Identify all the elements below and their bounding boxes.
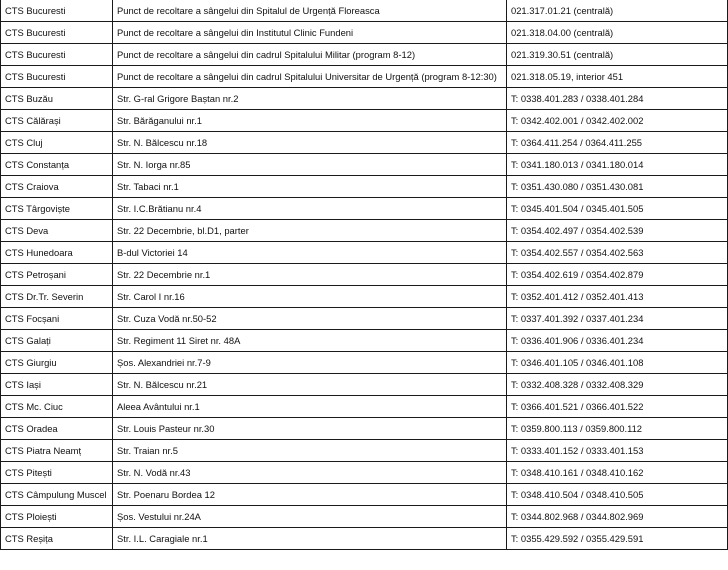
table-row — [1, 528, 728, 550]
center-name-cell: CTS Craiova — [1, 176, 113, 198]
center-name-cell: CTS Câmpulung Muscel — [1, 484, 113, 506]
center-name-cell: CTS Focșani — [1, 308, 113, 330]
center-name-cell: CTS Bucuresti — [1, 44, 113, 66]
table-row — [1, 330, 728, 352]
address-cell: Șos. Alexandriei nr.7-9 — [113, 352, 507, 374]
address-cell: Str. N. Iorga nr.85 — [113, 154, 507, 176]
address-cell: Punct de recoltare a sângelui din cadrul Spitalului Militar (program 8-12) — [113, 44, 507, 66]
phone-cell: T: 0348.410.161 / 0348.410.162 — [507, 462, 728, 484]
phone-cell: T: 0354.402.619 / 0354.402.879 — [507, 264, 728, 286]
table-row — [1, 396, 728, 418]
table-row — [1, 154, 728, 176]
center-name-cell: CTS Constanța — [1, 154, 113, 176]
address-cell: Str. G-ral Grigore Baștan nr.2 — [113, 88, 507, 110]
center-name-cell: CTS Ploiești — [1, 506, 113, 528]
phone-cell: T: 0338.401.283 / 0338.401.284 — [507, 88, 728, 110]
center-name-cell: CTS Piatra Neamț — [1, 440, 113, 462]
address-cell: B-dul Victoriei 14 — [113, 242, 507, 264]
address-cell: Str. 22 Decembrie, bl.D1, parter — [113, 220, 507, 242]
table-row — [1, 88, 728, 110]
phone-cell: T: 0345.401.504 / 0345.401.505 — [507, 198, 728, 220]
center-name-cell: CTS Dr.Tr. Severin — [1, 286, 113, 308]
table-row — [1, 176, 728, 198]
table-row — [1, 506, 728, 528]
center-name-cell: CTS Bucuresti — [1, 0, 113, 22]
address-cell: Str. Traian nr.5 — [113, 440, 507, 462]
table-row — [1, 220, 728, 242]
center-name-cell: CTS Bucuresti — [1, 22, 113, 44]
center-name-cell: CTS Mc. Ciuc — [1, 396, 113, 418]
table-row — [1, 484, 728, 506]
address-cell: Str. Carol I nr.16 — [113, 286, 507, 308]
table-row — [1, 308, 728, 330]
table-row — [1, 462, 728, 484]
table-row — [1, 418, 728, 440]
center-name-cell: CTS Deva — [1, 220, 113, 242]
phone-cell: T: 0342.402.001 / 0342.402.002 — [507, 110, 728, 132]
address-cell: Str. 22 Decembrie nr.1 — [113, 264, 507, 286]
phone-cell: T: 0355.429.592 / 0355.429.591 — [507, 528, 728, 550]
center-name-cell: CTS Călărași — [1, 110, 113, 132]
address-cell: Str. N. Vodă nr.43 — [113, 462, 507, 484]
phone-cell: 021.318.05.19, interior 451 — [507, 66, 728, 88]
phone-cell: T: 0344.802.968 / 0344.802.969 — [507, 506, 728, 528]
table-row — [1, 66, 728, 88]
phone-cell: T: 0359.800.113 / 0359.800.112 — [507, 418, 728, 440]
address-cell: Str. Louis Pasteur nr.30 — [113, 418, 507, 440]
table-row — [1, 198, 728, 220]
address-cell: Str. Cuza Vodă nr.50-52 — [113, 308, 507, 330]
table-row — [1, 374, 728, 396]
table-row — [1, 110, 728, 132]
table-row — [1, 242, 728, 264]
address-cell: Aleea Avântului nr.1 — [113, 396, 507, 418]
address-cell: Str. I.L. Caragiale nr.1 — [113, 528, 507, 550]
center-name-cell: CTS Petroșani — [1, 264, 113, 286]
center-name-cell: CTS Oradea — [1, 418, 113, 440]
address-cell: Punct de recoltare a sângelui din Spitalul de Urgență Floreasca — [113, 0, 507, 22]
center-name-cell: CTS Hunedoara — [1, 242, 113, 264]
table-row — [1, 286, 728, 308]
center-name-cell: CTS Târgoviște — [1, 198, 113, 220]
address-cell: Str. N. Bălcescu nr.21 — [113, 374, 507, 396]
phone-cell: 021.317.01.21 (centrală) — [507, 0, 728, 22]
address-cell: Punct de recoltare a sângelui din Institutul Clinic Fundeni — [113, 22, 507, 44]
table-row — [1, 264, 728, 286]
address-cell: Str. Poenaru Bordea 12 — [113, 484, 507, 506]
table-row — [1, 44, 728, 66]
center-name-cell: CTS Buzău — [1, 88, 113, 110]
phone-cell: T: 0333.401.152 / 0333.401.153 — [507, 440, 728, 462]
table-row — [1, 132, 728, 154]
center-name-cell: CTS Bucuresti — [1, 66, 113, 88]
address-cell: Str. I.C.Brătianu nr.4 — [113, 198, 507, 220]
phone-cell: T: 0351.430.080 / 0351.430.081 — [507, 176, 728, 198]
phone-cell: T: 0346.401.105 / 0346.401.108 — [507, 352, 728, 374]
center-name-cell: CTS Galați — [1, 330, 113, 352]
phone-cell: T: 0348.410.504 / 0348.410.505 — [507, 484, 728, 506]
address-cell: Str. Bărăganului nr.1 — [113, 110, 507, 132]
table-row — [1, 22, 728, 44]
table-body — [1, 0, 728, 550]
address-cell: Str. Regiment 11 Siret nr. 48A — [113, 330, 507, 352]
center-name-cell: CTS Reșița — [1, 528, 113, 550]
phone-cell: T: 0341.180.013 / 0341.180.014 — [507, 154, 728, 176]
center-name-cell: CTS Cluj — [1, 132, 113, 154]
address-cell: Punct de recoltare a sângelui din cadrul Spitalului Universitar de Urgență (program 8-12:30) — [113, 66, 507, 88]
center-name-cell: CTS Iași — [1, 374, 113, 396]
table-row — [1, 440, 728, 462]
center-name-cell: CTS Pitești — [1, 462, 113, 484]
phone-cell: T: 0354.402.557 / 0354.402.563 — [507, 242, 728, 264]
address-cell: Str. N. Bălcescu nr.18 — [113, 132, 507, 154]
phone-cell: T: 0336.401.906 / 0336.401.234 — [507, 330, 728, 352]
phone-cell: T: 0337.401.392 / 0337.401.234 — [507, 308, 728, 330]
phone-cell: 021.319.30.51 (centrală) — [507, 44, 728, 66]
phone-cell: T: 0366.401.521 / 0366.401.522 — [507, 396, 728, 418]
phone-cell: 021.318.04.00 (centrală) — [507, 22, 728, 44]
address-cell: Șos. Vestului nr.24A — [113, 506, 507, 528]
phone-cell: T: 0352.401.412 / 0352.401.413 — [507, 286, 728, 308]
phone-cell: T: 0332.408.328 / 0332.408.329 — [507, 374, 728, 396]
table-row — [1, 0, 728, 22]
phone-cell: T: 0354.402.497 / 0354.402.539 — [507, 220, 728, 242]
center-name-cell: CTS Giurgiu — [1, 352, 113, 374]
phone-cell: T: 0364.411.254 / 0364.411.255 — [507, 132, 728, 154]
table-row — [1, 352, 728, 374]
address-cell: Str. Tabaci nr.1 — [113, 176, 507, 198]
